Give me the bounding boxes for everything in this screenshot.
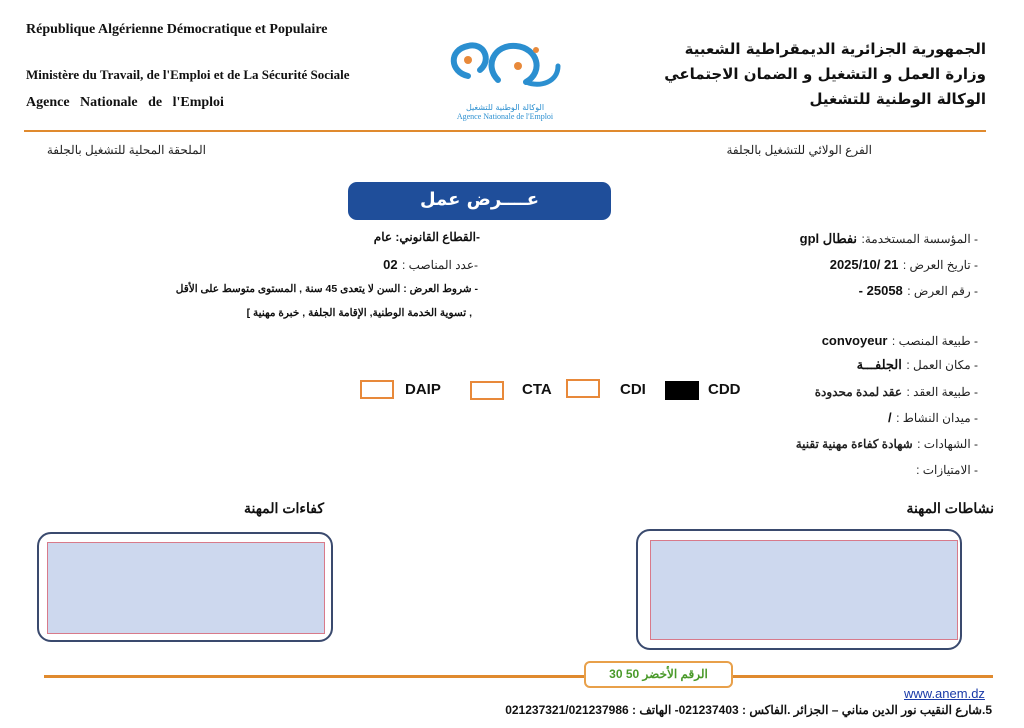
legal-sector: -القطاع القانوني: عام [373,230,480,244]
branch-right: الفرع الولائي للتشغيل بالجلفة [726,143,872,157]
posts-label: -عدد المناصب : [402,258,478,272]
anem-logo [440,36,570,126]
header-fr-ministry: Ministère du Travail, de l'Emploi et de La Sécurité Sociale [26,67,350,82]
certificates-row [760,435,978,453]
perks-row [760,461,978,479]
contract-row [760,383,978,401]
position-label: - طبيعة المنصب : [891,334,978,348]
activities-panel [636,529,962,650]
header-ar-ministry: وزارة العمل و التشغيل و الضمان الاجتماعي [664,65,986,83]
offer-number-label: - رقم العرض : [907,284,978,298]
footer-divider-left [44,675,584,678]
header-divider [24,130,986,132]
workplace-value: الجلفـــة [856,357,902,372]
offer-title: عــــرض عمل [419,189,539,210]
green-number: الرقم الأخضر 50 30 [609,667,708,681]
header-fr-agency: Agence Nationale de l'Emploi [26,95,224,110]
footer-address: 5.شارع النقيب نور الدين مناني – الجزائر .الفاكس : 021237403- الهاتف : 021237321/021237986 [505,703,992,717]
activity-field-row [760,409,978,427]
certificates-label: - الشهادات : [917,437,978,451]
activities-textbox[interactable] [650,540,958,640]
activities-title: نشاطات المهنة [906,500,994,516]
offer-conditions-line2: , تسوية الخدمة الوطنية, الإقامة الجلفة , خبرة مهنية ] [246,307,472,319]
logo-arabic-text: الوكالة الوطنية للتشغيل [465,103,545,112]
offer-number-row [760,282,978,300]
posts-count [300,256,478,274]
workplace-label: - مكان العمل : [906,358,978,372]
offer-date-row [760,256,978,274]
posts-value: 02 [383,257,398,272]
offer-title-box [348,182,611,220]
position-value: convoyeur [821,333,888,348]
employer-row [760,230,978,248]
header-ar-agency: الوكالة الوطنية للتشغيل [809,90,986,108]
offer-date-value: 21 /2025/10 [829,257,899,272]
checkbox-daip[interactable] [360,380,394,399]
certificates-value: شهادة كفاءة مهنية تقنية [795,437,913,451]
checkbox-cdi[interactable] [566,379,600,398]
checkbox-daip-label: DAIP [405,381,441,398]
skills-title: كفاءات المهنة [244,500,324,516]
checkbox-cdd-label: CDD [708,381,741,398]
checkbox-cta-label: CTA [522,381,552,398]
offer-date-label: - تاريخ العرض : [902,258,978,272]
header-fr-republic: République Algérienne Démocratique et Populaire [26,22,328,37]
website-link[interactable]: www.anem.dz [904,686,985,701]
employer-value: نفطال gpl [799,231,858,246]
perks-label: - الامتيازات : [916,463,978,477]
offer-number-value: 25058 - [858,283,903,298]
checkbox-cdi-label: CDI [620,381,646,398]
logo-french-text: Agence Nationale de l'Emploi [456,112,554,121]
contract-label: - طبيعة العقد : [906,385,978,399]
workplace-row [760,356,978,374]
branch-left: الملحقة المحلية للتشغيل بالجلفة [46,143,206,157]
activity-field-value: / [888,410,892,425]
footer-divider-right [733,675,993,678]
employer-label: - المؤسسة المستخدمة: [861,232,978,246]
position-row [760,332,978,350]
contract-value: عقد لمدة محدودة [814,385,903,399]
offer-conditions-line1: - شروط العرض : السن لا يتعدى 45 سنة , المستوى متوسط على الأقل [175,283,478,295]
skills-panel [37,532,333,642]
skills-textbox[interactable] [47,542,325,634]
anem-logo-mark-icon [440,36,570,98]
green-number-box [584,661,733,688]
checkbox-cdd[interactable] [665,381,699,400]
checkbox-cta[interactable] [470,381,504,400]
header-ar-republic: الجمهورية الجزائرية الديمقراطية الشعبية [684,40,986,58]
activity-field-label: - ميدان النشاط : [896,411,978,425]
